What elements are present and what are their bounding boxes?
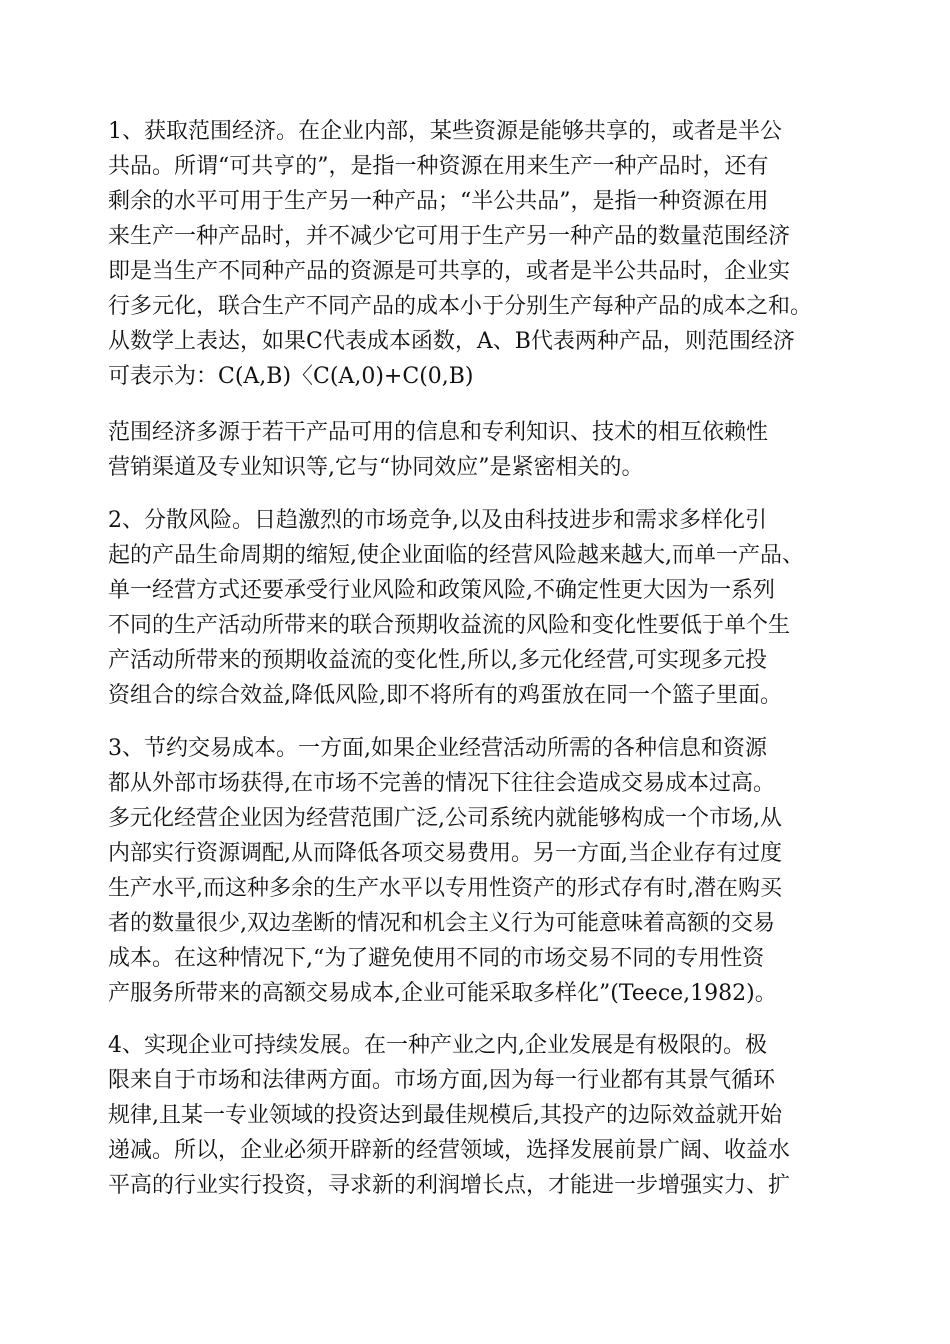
text-line: 营销渠道及专业知识等,它与“协同效应”是紧密相关的。 bbox=[108, 455, 644, 480]
text-line: 限来自于市场和法律两方面。市场方面,因为每一行业都有其景气循环 bbox=[108, 1068, 775, 1093]
text-line: 2、分散风险。日趋激烈的市场竞争,以及由科技进步和需求多样化引 bbox=[108, 508, 767, 533]
text-line: 4、实现企业可持续发展。在一种产业之内,企业发展是有极限的。极 bbox=[108, 1033, 767, 1058]
paragraph-scope-economy-sources bbox=[108, 415, 768, 485]
text-line: 行多元化，联合生产不同产品的成本小于分别生产每种产品的成本之和。 bbox=[108, 294, 813, 319]
text-line: 生产水平,而这种多余的生产水平以专用性资产的形式存有时,潜在购买 bbox=[108, 876, 782, 901]
paragraph-scope-economy bbox=[108, 114, 812, 394]
text-line: 1、获取范围经济。在企业内部，某些资源是能够共享的，或者是半公 bbox=[108, 119, 782, 144]
text-line: 成本。在这种情况下,“为了避免使用不同的市场交易不同的专用性资 bbox=[108, 946, 765, 971]
text-line: 规律,且某一专业领域的投资达到最佳规模后,其投产的边际效益就开始 bbox=[108, 1103, 782, 1128]
text-line: 从数学上表达，如果C代表成本函数，A、B代表两种产品，则范围经济 bbox=[108, 329, 795, 354]
text-line: 不同的生产活动所带来的联合预期收益流的风险和变化性要低于单个生 bbox=[108, 613, 791, 638]
text-line: 起的产品生命周期的缩短,使企业面临的经营风险越来越大,而单一产品、 bbox=[108, 543, 804, 568]
text-line: 产活动所带来的预期收益流的变化性,所以,多元化经营,可实现多元投 bbox=[108, 648, 767, 673]
text-line: 平高的行业实行投资，寻求新的利润增长点，才能进一步增强实力、扩 bbox=[108, 1173, 791, 1198]
text-line: 内部实行资源调配,从而降低各项交易费用。另一方面,当企业存有过度 bbox=[108, 841, 782, 866]
text-line: 者的数量很少,双边垄断的情况和机会主义行为可能意味着高额的交易 bbox=[108, 911, 775, 936]
text-line: 递减。所以，企业必须开辟新的经营领域，选择发展前景广阔、收益水 bbox=[108, 1138, 791, 1163]
text-line: 多元化经营企业因为经营范围广泛,公司系统内就能够构成一个市场,从 bbox=[108, 806, 782, 831]
text-line: 范围经济多源于若干产品可用的信息和专利知识、技术的相互依赖性 bbox=[108, 420, 769, 445]
text-line: 都从外部市场获得,在市场不完善的情况下往往会造成交易成本过高。 bbox=[108, 771, 775, 796]
paragraph-sustainable-development bbox=[108, 1028, 790, 1203]
text-line: 剩余的水平可用于生产另一种产品；“半公共品”，是指一种资源在用 bbox=[108, 189, 769, 214]
paragraph-transaction-cost bbox=[108, 731, 782, 1011]
text-line: 共品。所谓“可共亨的”，是指一种资源在用来生产一种产品时，还有 bbox=[108, 154, 769, 179]
text-line: 3、节约交易成本。一方面,如果企业经营活动所需的各种信息和资源 bbox=[108, 736, 767, 761]
text-line: 来生产一种产品时，并不减少它可用于生产另一种产品的数量范围经济 bbox=[108, 224, 791, 249]
text-line: 可表示为：C(A,B)〈C(A,0)+C(0,B) bbox=[108, 364, 474, 389]
text-line: 产服务所带来的高额交易成本,企业可能采取多样化”(Teece,1982)。 bbox=[108, 981, 777, 1006]
text-line: 单一经营方式还要承受行业风险和政策风险,不确定性更大因为一系列 bbox=[108, 578, 775, 603]
text-line: 即是当生产不同种产品的资源是可共享的，或者是半公共品时，企业实 bbox=[108, 259, 791, 284]
paragraph-diversify-risk bbox=[108, 503, 804, 713]
text-line: 资组合的综合效益,降低风险,即不将所有的鸡蛋放在同一个篮子里面。 bbox=[108, 683, 782, 708]
